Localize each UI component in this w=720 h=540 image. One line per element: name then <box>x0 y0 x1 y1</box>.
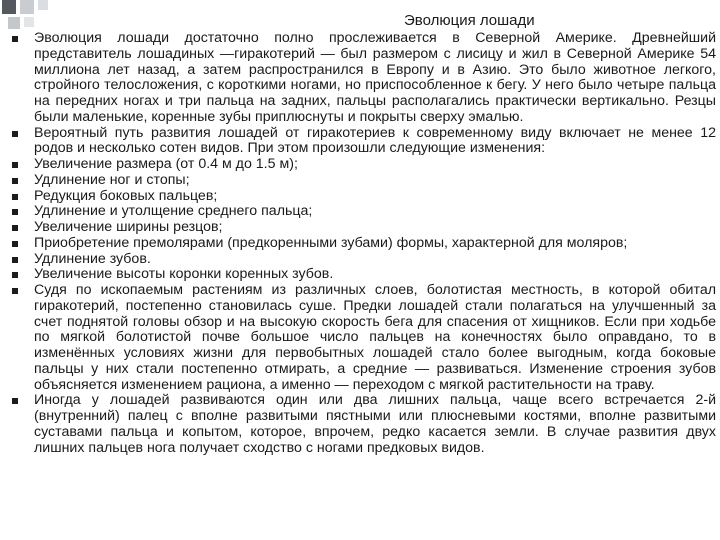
bullet-square-icon <box>12 209 18 215</box>
bullet-square-icon <box>12 272 18 278</box>
bullet-square-icon <box>12 194 18 200</box>
bullet-list <box>0 31 720 456</box>
deco-square-light <box>8 17 20 29</box>
bullet-square-icon <box>12 288 18 294</box>
list-item-text: Вероятный путь развития лошадей от гиракотериев к современному виду включает не менее 12 родов и несколько сотен видов. При этом произошли следующие изменения: <box>34 124 716 157</box>
bullet-square-icon <box>12 398 18 404</box>
deco-square-light <box>24 17 34 27</box>
bullet-square-icon <box>12 162 18 168</box>
list-item-text: Удлинение зубов. <box>34 250 151 267</box>
list-item-text: Удлинение и утолщение среднего пальца; <box>34 203 313 220</box>
list-item <box>0 220 720 236</box>
list-item-text: Судя по ископаемым растениям из различных слоев, болотистая местность, в которой обитал гиракотерий, постепенно становилась суше. Предки лошадей стали полагаться на улучшенный за счет поднятой головы обзор и на высокую скорость бега для спасения от хищников. Если при ходьбе по мягкой болотистой почве большое число пальцев на конечностях было оправдано, то в изменённых условиях жизни для первобытных лошадей стало более выгодным, когда боковые пальцы у них стали постепенно отмирать, а средние — развиваться. Изменение строения зубов объясняется изменением рациона, а именно — переходом с мягкой растительности на траву. <box>34 282 716 393</box>
list-item <box>0 252 720 268</box>
list-item <box>0 236 720 252</box>
list-item <box>0 267 720 283</box>
list-item-text: Иногда у лошадей развиваются один или два лишних пальца, чаще всего встречается 2-й (внутренний) палец с вполне развитыми пястными или плюсневыми костями, вполне развитыми суставами пальца и копытом, которое, впрочем, редко касается земли. В случае развития двух лишних пальцев нога получает сходство с ногами предковых видов. <box>34 392 716 456</box>
list-item <box>0 157 720 173</box>
list-item-text: Эволюция лошади достаточно полно прослеживается в Северной Америке. Древнейший представитель лошадиных —гиракотерий — был размером с лисицу и жил в Северной Америке 54 миллиона лет назад, а затем распространился в Европу и в Азию. Это было животное легкого, стройного телосложения, с короткими ногами, но приспособленное к бегу. У него было четыре пальца на передних ногах и три пальца на задних, пальцы располагались практически вертикально. Резцы были маленькие, коренные зубы приплюснуты и покрыты сверху эмалью. <box>34 30 716 125</box>
list-item-text: Увеличение высоты коронки коренных зубов. <box>34 266 334 283</box>
list-item-text: Удлинение ног и стопы; <box>34 171 190 188</box>
bullet-square-icon <box>12 241 18 247</box>
list-item <box>0 173 720 189</box>
list-item-text: Редукция боковых пальцев; <box>34 187 218 204</box>
list-item <box>0 189 720 205</box>
list-item-text: Приобретение премолярами (предкоренными зубами) формы, характерной для моляров; <box>34 234 628 251</box>
list-item <box>0 31 720 126</box>
bullet-square-icon <box>12 257 18 263</box>
list-item <box>0 204 720 220</box>
bullet-square-icon <box>12 131 18 137</box>
bullet-square-icon <box>12 178 18 184</box>
bullet-square-icon <box>12 36 18 42</box>
list-item <box>0 393 720 456</box>
list-item-text: Увеличение ширины резцов; <box>34 219 223 235</box>
bullet-square-icon <box>12 225 18 231</box>
page-title: Эволюция лошади <box>404 12 535 29</box>
deco-square-light <box>20 0 34 14</box>
list-item-text: Увеличение размера (от 0.4 м до 1.5 м); <box>34 156 298 172</box>
list-item <box>0 283 720 393</box>
deco-square-light <box>38 0 48 10</box>
deco-square-dark <box>2 0 16 14</box>
list-item <box>0 126 720 158</box>
